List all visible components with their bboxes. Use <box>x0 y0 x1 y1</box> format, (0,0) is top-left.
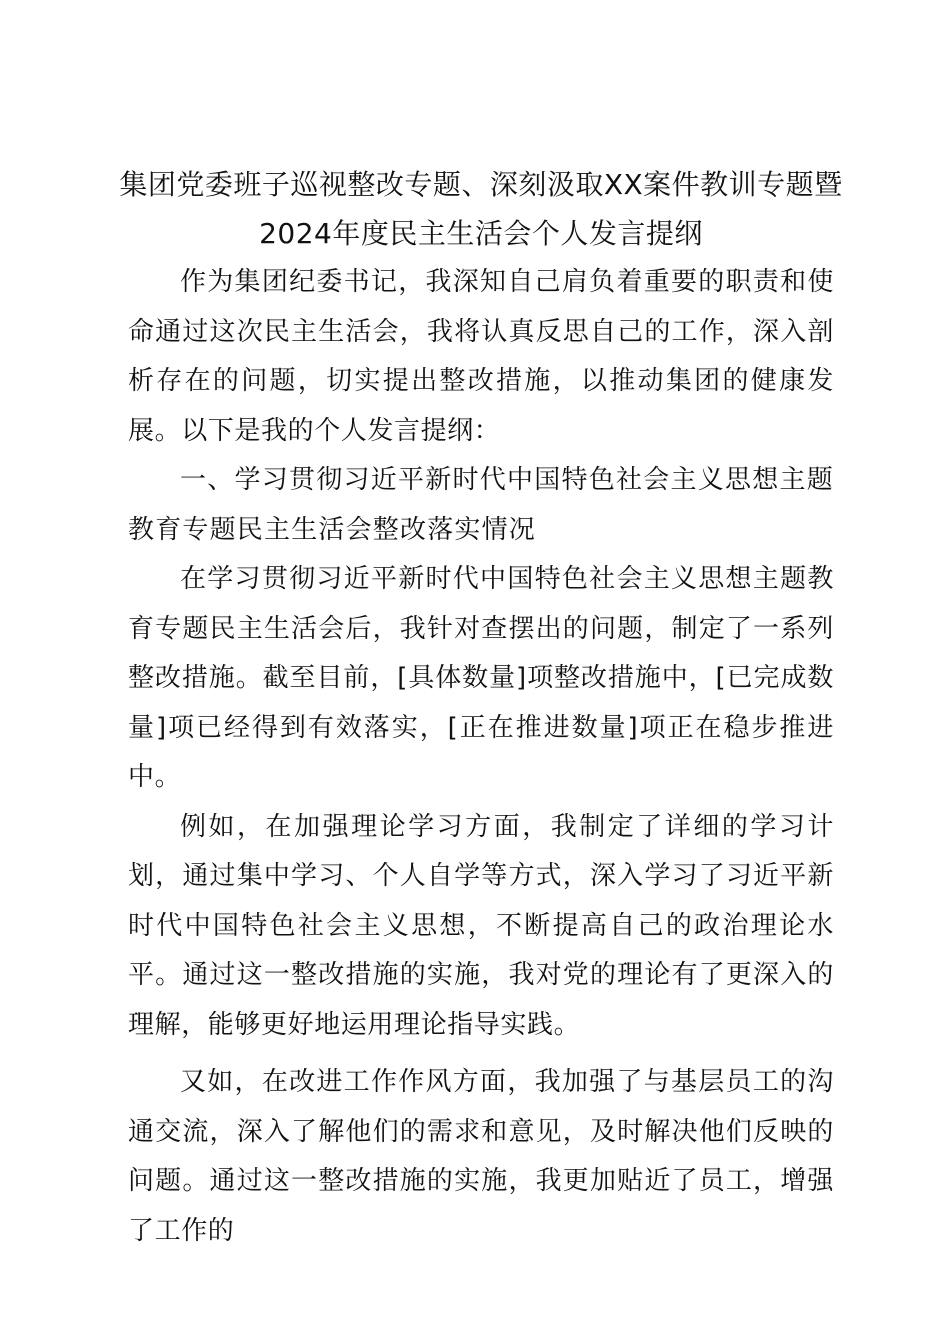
document-title: 集团党委班子巡视整改专题、深刻汲取XX案件教训专题暨2024年度民主生活会个人发言提纲 <box>119 168 843 250</box>
body-paragraph: 例如，在加强理论学习方面，我制定了详细的学习计划，通过集中学习、个人自学等方式，深入学习了习近平新时代中国特色社会主义思想，不断提高自己的政治理论水平。通过这一整改措施的实施，我对党的理论有了更深入的理解，能够更好地运用理论指导实践。 <box>128 811 834 1040</box>
intro-paragraph: 作为集团纪委书记，我深知自己肩负着重要的职责和使命通过这次民主生活会，我将认真反思自己的工作，深入剖析存在的问题，切实提出整改措施，以推动集团的健康发展。以下是我的个人发言提纲： <box>128 267 834 446</box>
body-paragraph: 在学习贯彻习近平新时代中国特色社会主义思想主题教育专题民主生活会后，我针对查摆出的问题，制定了一系列整改措施。截至目前，[具体数量]项整改措施中，[已完成数量]项已经得到有效落实，[正在推进数量]项正在稳步推进中。 <box>128 564 834 792</box>
paragraph-gap <box>128 1050 834 1058</box>
section-heading: 一、学习贯彻习近平新时代中国特色社会主义思想主题教育专题民主生活会整改落实情况 <box>128 465 834 545</box>
body-paragraph: 又如，在改进工作作风方面，我加强了与基层员工的沟通交流，深入了解他们的需求和意见，及时解决他们反映的问题。通过这一整改措施的实施，我更加贴近了员工，增强了工作的 <box>128 1067 834 1246</box>
document-page <box>119 160 843 1256</box>
